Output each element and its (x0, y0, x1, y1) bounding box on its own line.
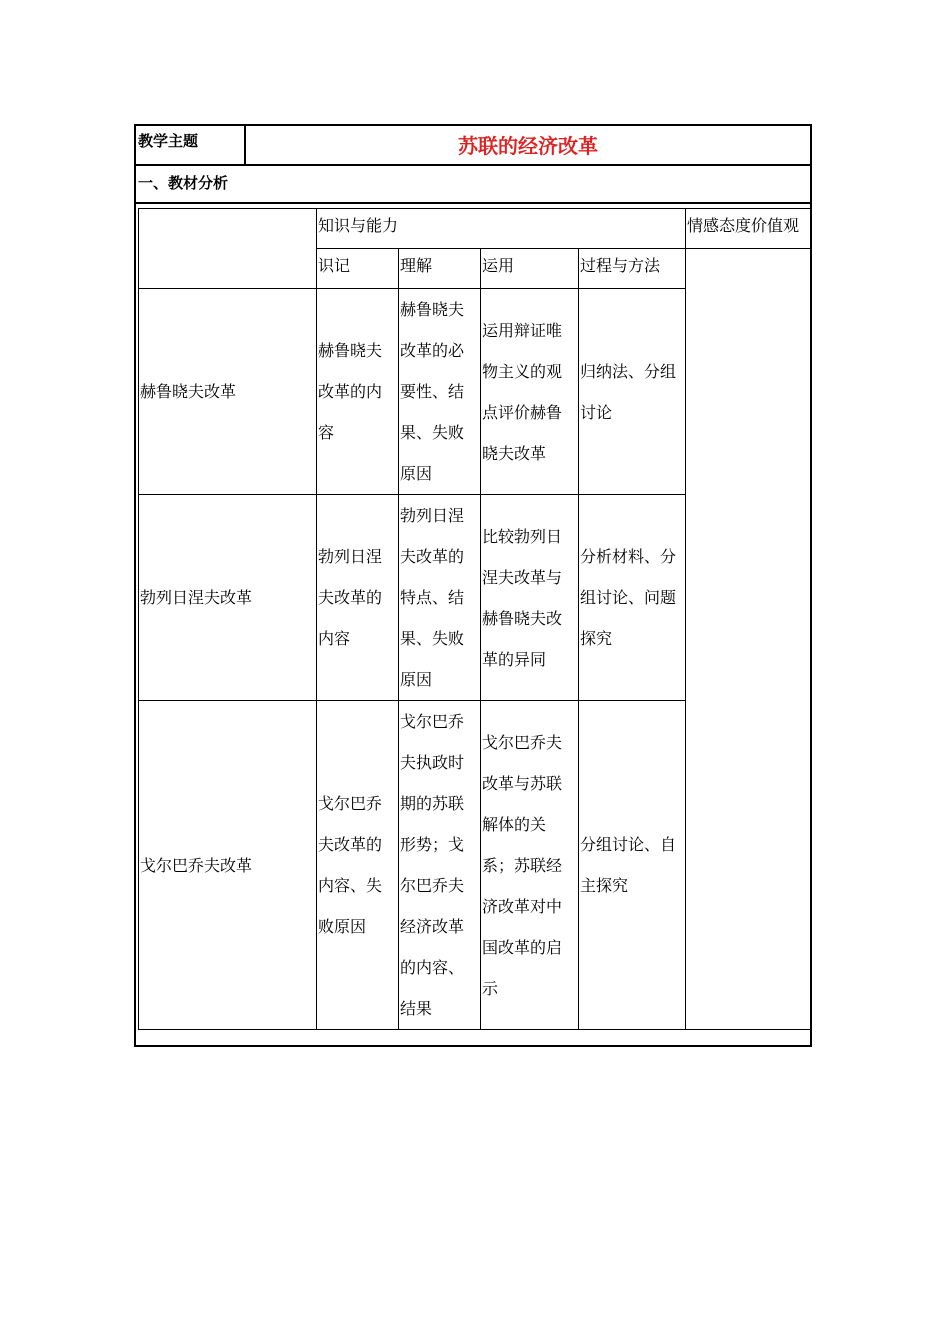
row-name-cell (139, 289, 317, 495)
cell-line: 要性、结 (400, 382, 465, 401)
topic-label: 教学主题 (136, 126, 246, 166)
method-cell (579, 701, 686, 1030)
cell-line: 解体的关 (482, 814, 547, 834)
cell-line: 原因 (400, 464, 433, 483)
cell-line: 主探究 (580, 876, 629, 895)
cell-line: 示 (482, 978, 499, 998)
subheader-understand: 理解 (400, 256, 433, 275)
emotion-values-cell (686, 249, 811, 1030)
subheader-cell (579, 249, 686, 289)
emotion-header-text: 情感态度价值观 (687, 216, 800, 235)
section-heading: 一、教材分析 (136, 166, 810, 204)
memorize-cell (317, 701, 399, 1030)
cell-line: 国改革的启 (482, 937, 563, 957)
row-name-cell (139, 495, 317, 701)
cell-line: 物主义的观 (482, 361, 563, 381)
cell-line: 夫执政时 (400, 753, 465, 772)
cell-line: 特点、结 (400, 588, 465, 607)
empty-corner-cell (139, 209, 317, 289)
row-name: 戈尔巴乔夫改革 (140, 855, 253, 875)
cell-line: 内容 (318, 629, 351, 648)
cell-line: 尔巴乔夫 (400, 876, 465, 895)
cell-line: 勃列日涅 (400, 506, 465, 525)
cell-line: 赫鲁晓夫 (318, 341, 383, 360)
cell-line: 晓夫改革 (482, 443, 547, 463)
cell-line: 改革的内 (318, 382, 383, 401)
cell-line: 结果 (400, 999, 433, 1018)
subheader-cell (317, 249, 399, 289)
cell-line: 经济改革 (400, 917, 465, 936)
cell-line: 败原因 (318, 917, 367, 936)
group-header-cell (317, 209, 686, 249)
cell-line: 形势；戈 (400, 835, 465, 854)
cell-line: 运用辩证唯 (482, 320, 563, 340)
cell-line: 改革与苏联 (482, 773, 563, 793)
subheader-cell (399, 249, 481, 289)
cell-line: 归纳法、分组 (580, 361, 677, 381)
apply-cell (481, 701, 579, 1030)
group-header-text: 知识与能力 (318, 216, 399, 235)
table-header-row (139, 209, 811, 249)
row-name: 赫鲁晓夫改革 (140, 382, 237, 401)
cell-line: 戈尔巴乔夫 (482, 732, 563, 752)
memorize-cell (317, 289, 399, 495)
cell-line: 涅夫改革与 (482, 567, 563, 587)
cell-line: 勃列日涅 (318, 547, 383, 566)
cell-line: 果、失败 (400, 629, 465, 648)
apply-cell (481, 289, 579, 495)
memorize-cell (317, 495, 399, 701)
understand-cell (399, 495, 481, 701)
method-cell (579, 495, 686, 701)
cell-line: 夫改革的 (318, 588, 383, 607)
cell-line: 夫改革的 (318, 835, 383, 854)
row-name: 勃列日涅夫改革 (140, 588, 253, 607)
understand-cell (399, 701, 481, 1030)
apply-cell (481, 495, 579, 701)
cell-line: 戈尔巴乔 (318, 794, 383, 813)
cell-line: 比较勃列日 (482, 526, 563, 546)
cell-line: 期的苏联 (400, 794, 465, 813)
cell-line: 原因 (400, 670, 433, 689)
cell-line: 分组讨论、自 (580, 835, 677, 854)
method-cell (579, 289, 686, 495)
cell-line: 容 (318, 423, 335, 442)
cell-line: 的内容、 (400, 958, 465, 977)
cell-line: 济改革对中 (482, 896, 563, 916)
analysis-table (138, 208, 811, 1030)
row-name-cell (139, 701, 317, 1030)
subheader-method: 过程与方法 (580, 256, 661, 275)
cell-line: 改革的必 (400, 341, 465, 360)
topic-title: 苏联的经济改革 (246, 126, 810, 166)
subheader-memorize: 识记 (318, 256, 351, 275)
cell-line: 内容、失 (318, 876, 383, 895)
emotion-header-cell (686, 209, 811, 249)
subheader-apply: 运用 (482, 256, 515, 275)
cell-line: 组讨论、问题 (580, 588, 677, 607)
cell-line: 点评价赫鲁 (482, 402, 563, 422)
lesson-plan-table (134, 124, 812, 1047)
cell-line: 探究 (580, 629, 613, 648)
cell-line: 革的异同 (482, 649, 547, 669)
cell-line: 分析材料、分 (580, 547, 677, 566)
cell-line: 赫鲁晓夫改 (482, 608, 563, 628)
cell-line: 戈尔巴乔 (400, 712, 465, 731)
cell-line: 夫改革的 (400, 547, 465, 566)
cell-line: 果、失败 (400, 423, 465, 442)
cell-line: 系；苏联经 (482, 855, 563, 875)
cell-line: 赫鲁晓夫 (400, 300, 465, 319)
understand-cell (399, 289, 481, 495)
subheader-cell (481, 249, 579, 289)
cell-line: 讨论 (580, 402, 613, 422)
